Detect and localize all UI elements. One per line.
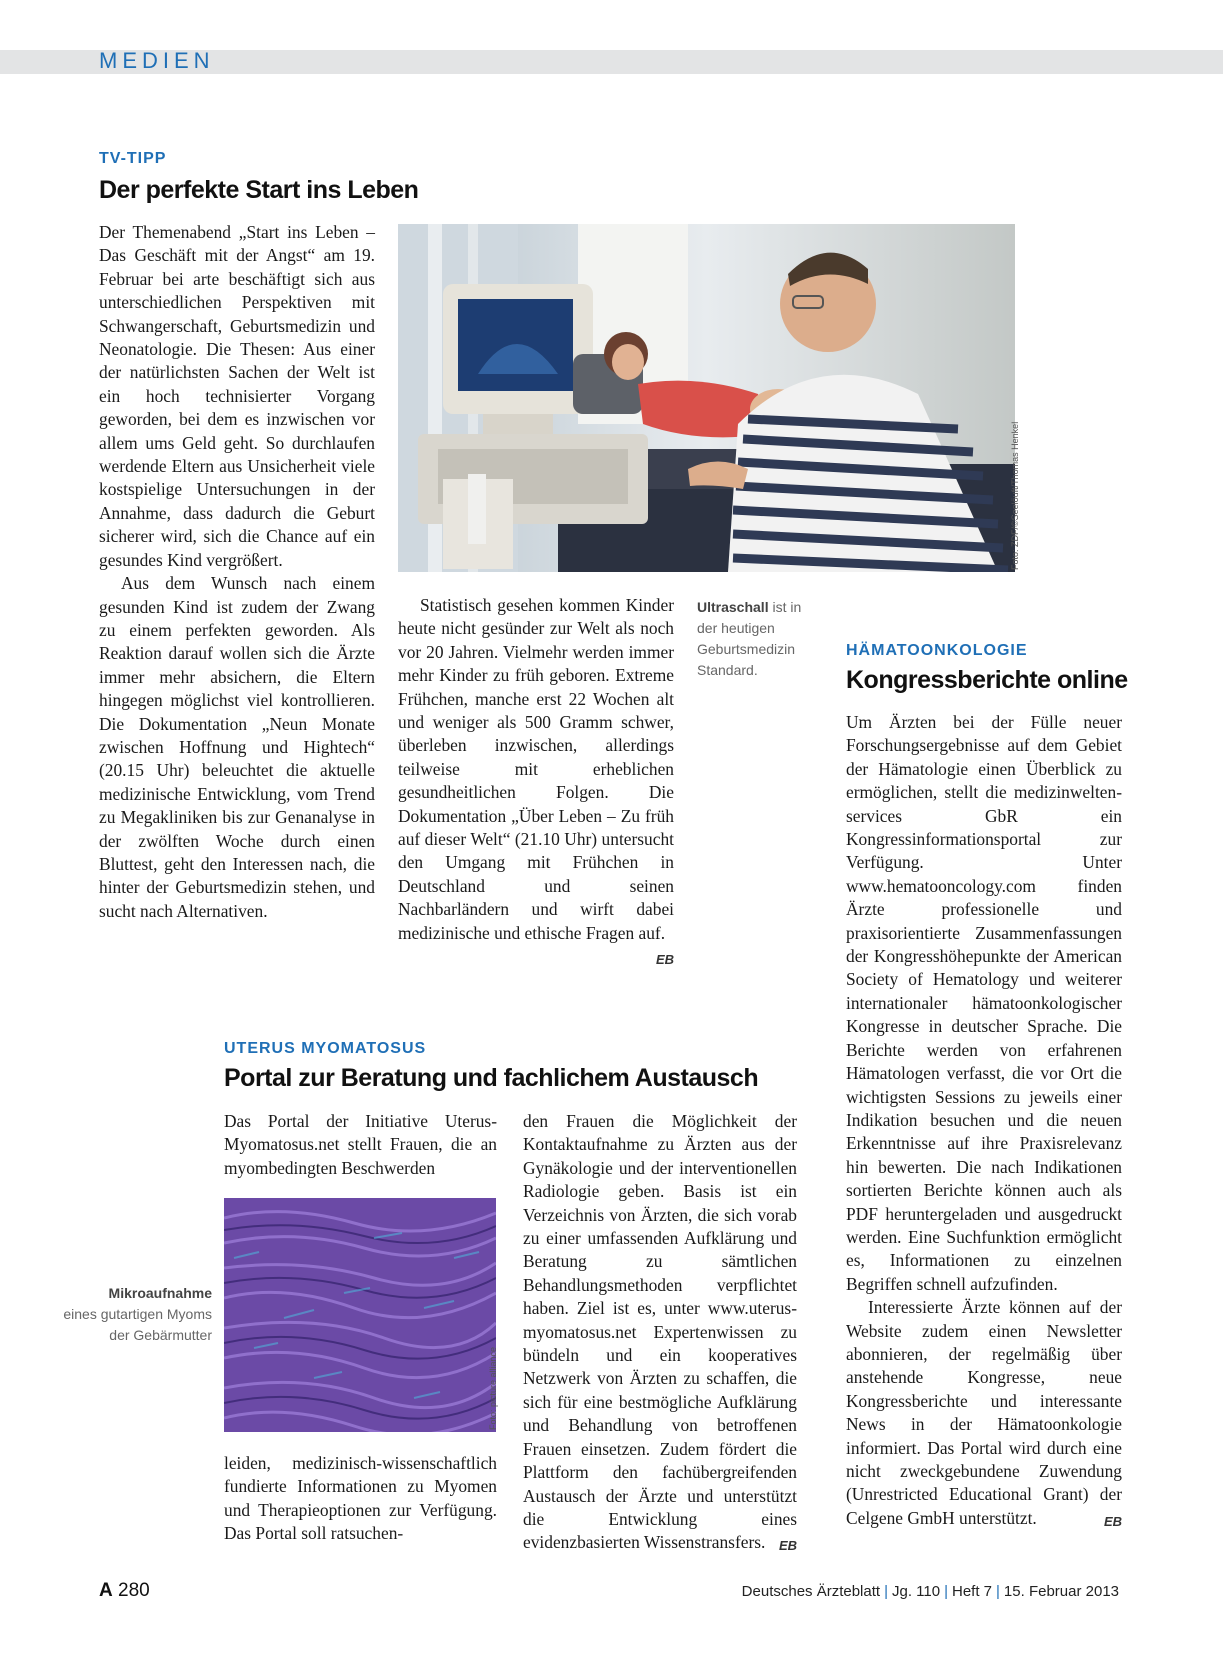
ultrasound-caption-bold: Ultraschall	[697, 599, 769, 615]
haemato-paragraph-2: Interessierte Ärzte können auf der Website zudem einen Newsletter abonnieren, der regelmäßig über anstehende Kongresse, neue Kongressberichte und interessante News in der Hämatoonkologie informiert. Das Portal wird durch eine nicht zweckgebundene Zuwendung (Unrestricted Educational Grant) der Celgene GmbH unterstützt.	[846, 1297, 1122, 1528]
microscope-caption	[60, 1283, 212, 1346]
journal-date: 15. Februar 2013	[1003, 1583, 1119, 1600]
journal-volume: Jg. 110	[891, 1583, 941, 1600]
tv-tipp-paragraph-1: Der Themenabend „Start ins Leben – Das Geschäft mit der Angst“ am 19. Februar bei arte beschäftigt sich aus unterschiedlichen Perspektiven mit Schwangerschaft, Geburtsmedizin und Neonatologie. Die Thesen: Aus einer der natürlichsten Sachen der Welt ist ein hoch technisierter Vorgang geworden, bei dem es inzwischen vor allem ums Geld geht. So durchlaufen werdende Eltern aus Unsicherheit viele kostspielige Untersuchungen in der Annahme, dass dadurch die Geburt sicherer wird, sich die Chance auf ein gesundes Kind vergrößert.	[99, 222, 375, 570]
ultrasound-caption-text: ist in der heutigen Geburtsmedizin Standard.	[697, 599, 802, 678]
uterus-paragraph-1b: leiden, medizinisch-wissenschaftlich fundierte Informationen zu Myomen und Therapieoptionen zur Verfügung. Das Portal soll ratsuchen-	[224, 1453, 497, 1544]
microscope-photo-credit: Foto: picture alliance	[488, 1346, 498, 1430]
page-number	[99, 1580, 150, 1602]
uterus-paragraph-2: den Frauen die Möglichkeit der Kontaktaufnahme zu Ärzten aus der Gynäkologie und der interventionellen Radiologie geben. Basis ist ein Verzeichnis von Ärzten, die sich vorab zu einer umfassenden Aufklärung und Beratung zu sämtlichen Behandlungsmethoden verpflichtet haben. Ziel ist es, unter www.uterus-myomatosus.net Expertenwissen zu bündeln und ein kooperatives Netzwerk von Ärzten zu schaffen, die sich für eine bestmögliche Aufklärung und Behandlung von betroffenen Frauen einsetzen. Zudem fördert die Plattform den fachübergreifenden Austausch der Ärzte und unterstützt die Entwicklung eines evidenzbasierten Wissenstransfers.	[523, 1111, 797, 1553]
uterus-paragraph-1a: Das Portal der Initiative Uterus-Myomatosus.net stellt Frauen, die an myombedingten Beschwerden	[224, 1111, 497, 1178]
ultrasound-photo	[398, 224, 1015, 572]
tv-tipp-paragraph-2: Aus dem Wunsch nach einem gesunden Kind ist zudem der Zwang zu einem perfekten geworden. Als Reaktion darauf wollen sich die Ärzte immer mehr absichern, die Eltern hingegen möglichst viel kontrollieren. Die Dokumentation „Neun Monate zwischen Hoffnung und Hightech“ (20.15 Uhr) beleuchtet die aktuelle medizinische Entwicklung, vom Trend zu Megakliniken bis zur Genanalyse in der zwölften Woche durch einen Bluttest, geht den Interessen nach, die hinter der Geburtsmedizin stehen, und sucht nach Alternativen.	[99, 573, 375, 921]
uterus-signature: EB	[778, 1538, 797, 1554]
tv-tipp-headline: Der perfekte Start ins Leben	[99, 176, 419, 204]
journal-issue: Heft 7	[951, 1583, 993, 1600]
tv-tipp-paragraph-3: Statistisch gesehen kommen Kinder heute nicht gesünder zur Welt als noch vor 20 Jahren. Vielmehr werden immer mehr Kinder zu früh geboren. Extreme Frühchen, manche erst 22 Wochen alt und weniger als 500 Gramm schwer, überleben inzwischen, allerdings teilweise mit erheblichen gesundheitlichen Folgen. Die Dokumentation „Über Leben – Zu früh auf dieser Welt“ (21.10 Uhr) untersucht den Umgang mit Frühchen in Deutschland und seinen Nachbarländern und wirft dabei medizinische und ethische Fragen auf.	[398, 595, 674, 943]
uterus-column-1-bottom	[224, 1452, 497, 1546]
ultrasound-photo-credit: Foto: ZDF/©Seelöuft/Thomas Henkel	[1010, 421, 1020, 570]
tv-tipp-column-1	[99, 221, 375, 923]
haemato-headline: Kongressberichte online	[846, 666, 1128, 694]
tv-tipp-column-2	[398, 594, 674, 972]
uterus-column-1-top	[224, 1110, 497, 1180]
journal-info: Deutsches Ärzteblatt | Jg. 110 | Heft 7 | 15. Februar 2013	[741, 1583, 1119, 1600]
page-number-value: 280	[118, 1580, 150, 1601]
journal-name: Deutsches Ärzteblatt	[741, 1583, 881, 1600]
microscope-photo	[224, 1198, 496, 1432]
tv-tipp-kicker: TV-TIPP	[99, 150, 167, 167]
uterus-column-2	[523, 1110, 797, 1558]
haemato-kicker: HÄMATOONKOLOGIE	[846, 642, 1028, 659]
section-label: MEDIEN	[99, 48, 215, 73]
haemato-paragraph-1: Um Ärzten bei der Fülle neuer Forschungsergebnisse auf dem Gebiet der Hämatologie einen Überblick zu ermöglichen, stellt die medizinwelten-services GbR ein Kongressinformationsportal zur Verfügung. Unter www.hematooncology.com finden Ärzte professionelle und praxisorientierte Zusammenfassungen der Kongresshöhepunkte der American Society of Hematology und weiterer internationaler hämatoonkologischer Kongresse in deutscher Sprache. Die Berichte werden von erfahrenen Hämatologen verfasst, die vor Ort die wichtigsten Sessions zu jeweils einer Indikation besuchen und die neuen Erkenntnisse auf ihre Praxisrelevanz hin bewerten. Die nach Indikationen sortierten Berichte können auch als PDF heruntergeladen und ausgedruckt werden. Eine Suchfunktion ermöglicht es, Informationen zu einzelnen Begriffen schnell aufzufinden.	[846, 712, 1122, 1294]
microscope-caption-text: eines gutartigen Myoms der Gebärmutter	[63, 1306, 212, 1343]
uterus-kicker: UTERUS MYOMATOSUS	[224, 1040, 427, 1057]
microscope-caption-bold: Mikroaufnahme	[108, 1285, 212, 1301]
haemato-column	[846, 711, 1122, 1533]
haemato-signature: EB	[1103, 1513, 1122, 1529]
uterus-headline: Portal zur Beratung und fachlichem Austausch	[224, 1064, 759, 1092]
ultrasound-caption	[697, 597, 807, 681]
tv-tipp-signature: EB	[655, 952, 674, 968]
page-prefix: A	[99, 1580, 113, 1601]
